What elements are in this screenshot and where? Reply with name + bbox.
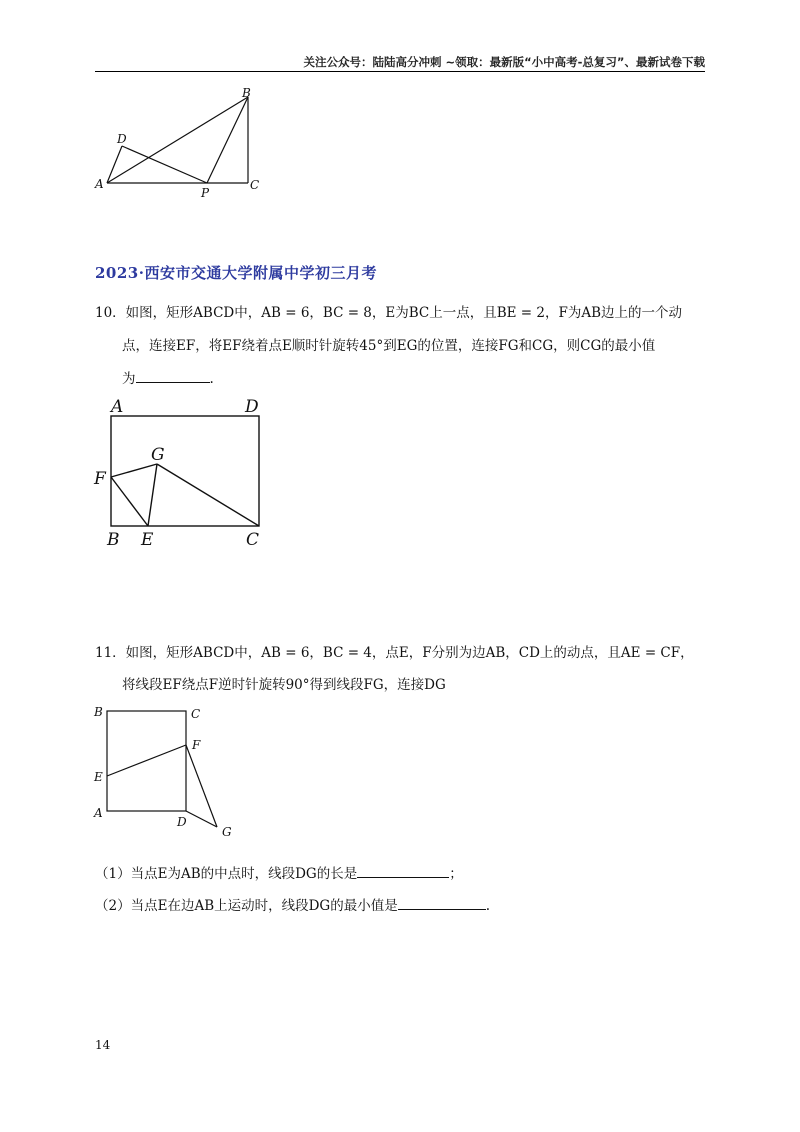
q11-sub1-prefix: （1）当点E为AB的中点时，线段DG的长是 — [95, 866, 358, 882]
segment-ef — [107, 745, 186, 776]
q10-answer-blank — [136, 368, 210, 383]
label-a: A — [95, 177, 104, 191]
header-rule — [95, 71, 705, 72]
q11-sub2-prefix: （2）当点E在边AB上运动时，线段DG的最小值是 — [95, 898, 398, 914]
q11-sub2 — [95, 895, 490, 916]
page-header: 关注公众号：陆陆高分冲刺 ~领取：最新版“小中高考-总复习”、最新试卷下载 — [303, 55, 705, 69]
label-g: G — [151, 445, 165, 465]
q10-line3-prefix: 为 — [122, 371, 136, 387]
q10-line2: 点，连接EF，将EF绕着点E顺时针旋转45°到EG的位置，连接FG和CG，则CG的最小值 — [122, 338, 656, 354]
figure-adpbc — [90, 85, 270, 200]
label-c: C — [250, 178, 260, 192]
label-f: F — [94, 469, 106, 489]
q11-sub1-answer-blank — [357, 863, 449, 878]
segment-fe — [111, 477, 148, 526]
label-b: B — [107, 530, 120, 550]
q10-line3-suffix: . — [209, 371, 214, 387]
segment-ge — [148, 464, 157, 526]
label-b: B — [242, 86, 251, 100]
label-e: E — [141, 530, 154, 550]
label-a: A — [111, 397, 124, 417]
label-d: D — [177, 815, 187, 829]
label-d: D — [245, 397, 259, 417]
segment-ad — [107, 146, 122, 183]
label-a: A — [94, 806, 103, 820]
label-c: C — [191, 707, 201, 721]
label-c: C — [246, 530, 260, 550]
label-d: D — [117, 132, 127, 146]
q10-line1: 10．如图，矩形ABCD中，AB = 6，BC = 8，E为BC上一点，且BE = 2，F为AB边上的一个动 — [95, 305, 683, 321]
label-g: G — [222, 825, 232, 839]
label-b: B — [94, 705, 103, 719]
segment-gc — [157, 464, 259, 526]
label-f: F — [192, 738, 201, 752]
q11-line2: 将线段EF绕点F逆时针旋转90°得到线段FG，连接DG — [122, 677, 446, 693]
label-e: E — [94, 770, 103, 784]
q11-line1: 11．如图，矩形ABCD中，AB = 6，BC = 4，点E，F分别为边AB，CD上的动点，且AE = CF， — [95, 645, 694, 661]
label-p: P — [201, 186, 210, 200]
page-number: 14 — [95, 1038, 111, 1052]
q11-sub1 — [95, 863, 463, 884]
figure-q11 — [90, 700, 250, 845]
figure-q10 — [90, 393, 280, 553]
q11-sub1-suffix: ； — [449, 866, 463, 882]
q11-sub2-answer-blank — [398, 895, 486, 910]
q10-line3 — [122, 368, 214, 389]
segment-dp — [122, 146, 207, 183]
segment-fg — [111, 464, 157, 477]
q11-sub2-suffix: . — [485, 898, 491, 914]
section-title: 2023·西安市交通大学附属中学初三月考 — [95, 264, 377, 282]
segment-fg — [186, 745, 217, 827]
